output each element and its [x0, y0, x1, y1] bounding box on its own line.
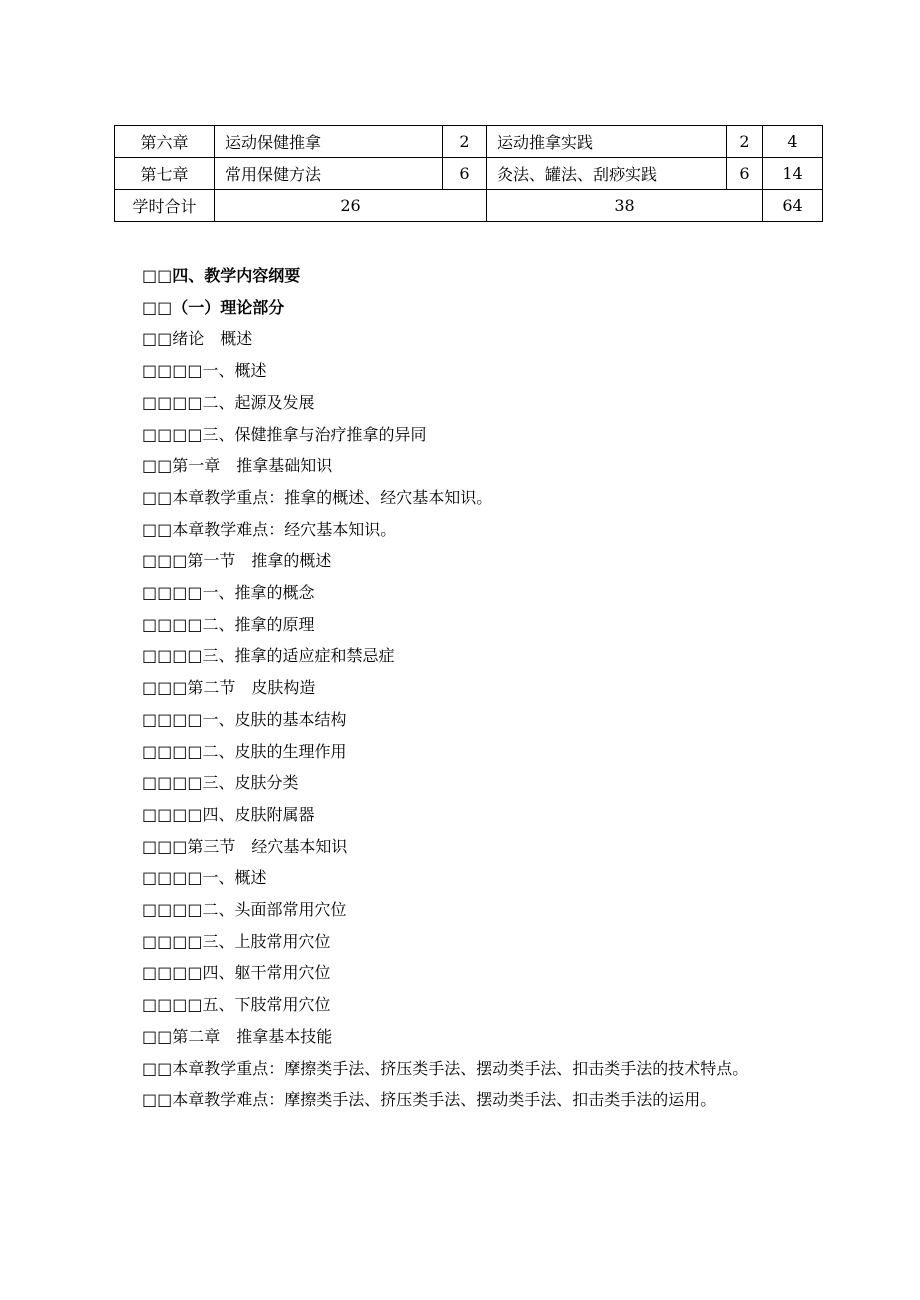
outline-line: □□□□一、概述: [142, 361, 267, 381]
outline-line: □□□第三节 经穴基本知识: [142, 836, 348, 856]
theory-topic-cell: 常用保健方法: [215, 158, 443, 190]
total-hours-cell: 4: [763, 126, 823, 158]
outline-line: □□本章教学重点：摩擦类手法、挤压类手法、摆动类手法、扣击类手法的技术特点。: [142, 1058, 749, 1078]
theory-hours-cell: 6: [443, 158, 487, 190]
outline-line: □□□□四、皮肤附属器: [142, 804, 315, 824]
practice-hours-cell: 6: [727, 158, 763, 190]
outline-line: □□本章教学难点：经穴基本知识。: [142, 519, 397, 539]
outline-line: □□本章教学重点：推拿的概述、经穴基本知识。: [142, 487, 493, 507]
table-row: [115, 158, 823, 190]
outline-line: □□□□二、起源及发展: [142, 392, 315, 412]
outline-line: □□绪论 概述: [142, 329, 253, 349]
section-heading: □□（一）理论部分: [142, 297, 285, 317]
outline-line: □□第一章 推拿基础知识: [142, 456, 333, 476]
outline-line: □□□□三、皮肤分类: [142, 773, 299, 793]
practice-total-cell: 38: [487, 190, 763, 222]
outline-line: □□□□三、推拿的适应症和禁忌症: [142, 646, 395, 666]
practice-topic-cell: 灸法、罐法、刮痧实践: [487, 158, 727, 190]
chapter-cell: 第七章: [115, 158, 215, 190]
theory-total-cell: 26: [215, 190, 487, 222]
practice-hours-cell: 2: [727, 126, 763, 158]
hours-table: [114, 125, 823, 222]
theory-topic-cell: 运动保健推拿: [215, 126, 443, 158]
table-summary-row: [115, 190, 823, 222]
practice-topic-cell: 运动推拿实践: [487, 126, 727, 158]
outline-line: □□□第一节 推拿的概述: [142, 551, 332, 571]
outline-line: □□本章教学难点：摩擦类手法、挤压类手法、摆动类手法、扣击类手法的运用。: [142, 1090, 717, 1110]
content-outline: [142, 260, 812, 1116]
outline-line: □□□□二、推拿的原理: [142, 614, 315, 634]
chapter-cell: 第六章: [115, 126, 215, 158]
outline-line: □□□□二、头面部常用穴位: [142, 900, 347, 920]
outline-line: □□□□三、上肢常用穴位: [142, 931, 331, 951]
table-row: [115, 126, 823, 158]
grand-total-cell: 64: [763, 190, 823, 222]
outline-line: □□□□一、皮肤的基本结构: [142, 709, 347, 729]
section-heading: □□四、教学内容纲要: [142, 266, 301, 285]
outline-line: □□□□一、推拿的概念: [142, 583, 315, 603]
outline-line: □□□□四、躯干常用穴位: [142, 963, 331, 983]
theory-hours-cell: 2: [443, 126, 487, 158]
outline-line: □□第二章 推拿基本技能: [142, 1026, 333, 1046]
total-hours-cell: 14: [763, 158, 823, 190]
outline-line: □□□□三、保健推拿与治疗推拿的异同: [142, 424, 427, 444]
outline-line: □□□□一、概述: [142, 868, 267, 888]
outline-line: □□□第二节 皮肤构造: [142, 678, 316, 698]
summary-label-cell: 学时合计: [115, 190, 215, 222]
outline-line: □□□□二、皮肤的生理作用: [142, 741, 347, 761]
outline-line: □□□□五、下肢常用穴位: [142, 995, 331, 1015]
